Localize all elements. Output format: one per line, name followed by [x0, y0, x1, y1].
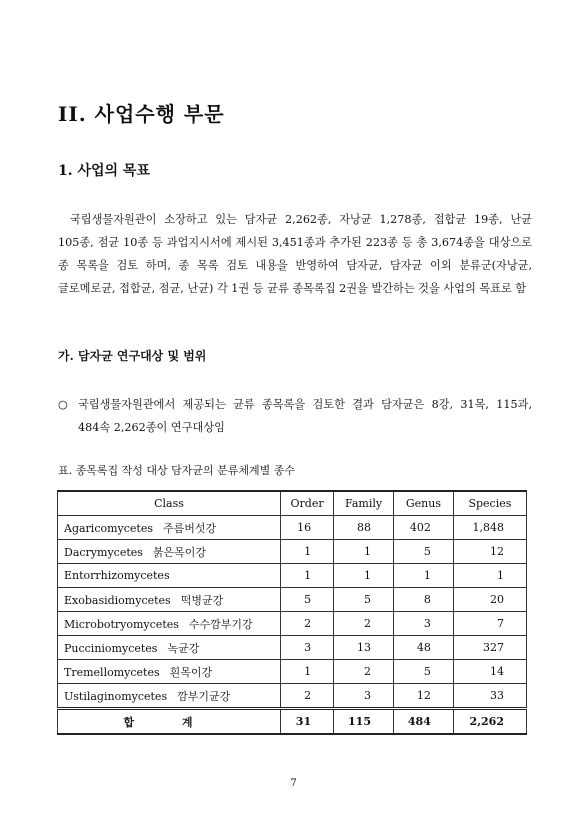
genus-cell: 5	[393, 660, 453, 684]
table-row	[58, 612, 527, 636]
class-name-cell	[58, 636, 281, 660]
order-cell: 2	[281, 684, 334, 709]
class-name-cell	[58, 516, 281, 540]
body-paragraph: 국립생물자원관이 소장하고 있는 담자균 2,262종, 자낭균 1,278종, 접합균 19종, 난균 105종, 점균 10종 등 과업지시서에 제시된 3,451종과 추가된 223종 등 총 3,674종을 대상으로 종 목록을 검토 하며, 종 목록 검토 내용을 반영하여 담자균, 담자균 이외 분류군(자낭균, 글로메로균, 접합균, 점균, 난균) 각 1권 등 균류 종목록집 2권을 발간하는 것을 사업의 목표로 함	[58, 213, 532, 295]
class-korean-name: 주름버섯강	[163, 521, 217, 535]
table-row	[58, 564, 527, 588]
class-latin-name: Agaricomycetes	[64, 521, 153, 535]
header-genus: Genus	[393, 491, 453, 516]
class-name-cell	[58, 564, 281, 588]
total-species: 2,262	[453, 709, 526, 735]
order-cell: 2	[281, 612, 334, 636]
genus-cell: 3	[393, 612, 453, 636]
species-cell: 1	[453, 564, 526, 588]
bullet-item	[58, 393, 532, 439]
circle-bullet-icon: ○	[58, 398, 68, 411]
classification-table	[57, 490, 527, 735]
species-cell: 33	[453, 684, 526, 709]
bullet-text: 국립생물자원관에서 제공되는 균류 종목록을 검토한 결과 담자균은 8강, 31목, 115과, 484속 2,262종이 연구대상임	[78, 398, 532, 434]
family-cell: 2	[334, 612, 394, 636]
class-korean-name: 깜부기균강	[177, 689, 231, 703]
class-korean-name: 떡병균강	[180, 593, 224, 607]
table-row	[58, 660, 527, 684]
total-order: 31	[281, 709, 334, 735]
section-title: 1. 사업의 목표	[58, 163, 150, 179]
header-order: Order	[281, 491, 334, 516]
chapter-title: II. 사업수행 부문	[58, 102, 225, 126]
family-cell: 88	[334, 516, 394, 540]
species-cell: 14	[453, 660, 526, 684]
class-korean-name: 붉은목이강	[152, 545, 207, 559]
family-cell: 1	[334, 540, 394, 564]
class-korean-name: 흰목이강	[169, 665, 213, 679]
genus-cell: 1	[393, 564, 453, 588]
table-body	[58, 516, 527, 709]
class-korean-name: 녹균강	[167, 641, 200, 655]
class-name-cell	[58, 588, 281, 612]
genus-cell: 12	[393, 684, 453, 709]
species-cell: 327	[453, 636, 526, 660]
species-cell: 20	[453, 588, 526, 612]
header-family: Family	[334, 491, 394, 516]
order-cell: 3	[281, 636, 334, 660]
genus-cell: 5	[393, 540, 453, 564]
order-cell: 5	[281, 588, 334, 612]
total-label: 합 계	[58, 709, 281, 735]
table-row	[58, 516, 527, 540]
class-latin-name: Ustilaginomycetes	[64, 689, 168, 703]
class-name-cell	[58, 684, 281, 709]
species-cell: 12	[453, 540, 526, 564]
total-family: 115	[334, 709, 394, 735]
table-row	[58, 684, 527, 709]
class-latin-name: Exobasidiomycetes	[64, 593, 171, 607]
table-row	[58, 636, 527, 660]
table-row	[58, 588, 527, 612]
table-header-row	[58, 491, 527, 516]
family-cell: 13	[334, 636, 394, 660]
class-korean-name: 수수깜부기강	[188, 617, 253, 631]
genus-cell: 48	[393, 636, 453, 660]
species-cell: 1,848	[453, 516, 526, 540]
family-cell: 1	[334, 564, 394, 588]
total-genus: 484	[393, 709, 453, 735]
table-row	[58, 540, 527, 564]
genus-cell: 402	[393, 516, 453, 540]
family-cell: 5	[334, 588, 394, 612]
species-cell: 7	[453, 612, 526, 636]
class-name-cell	[58, 540, 281, 564]
order-cell: 1	[281, 564, 334, 588]
class-latin-name: Pucciniomycetes	[64, 641, 158, 655]
order-cell: 1	[281, 540, 334, 564]
table-total-row	[58, 709, 527, 735]
genus-cell: 8	[393, 588, 453, 612]
page-number: 7	[290, 778, 297, 789]
header-class: Class	[58, 491, 281, 516]
header-species: Species	[453, 491, 526, 516]
class-latin-name: Entorrhizomycetes	[64, 569, 170, 582]
class-latin-name: Microbotryomycetes	[64, 617, 179, 631]
class-name-cell	[58, 612, 281, 636]
family-cell: 2	[334, 660, 394, 684]
order-cell: 16	[281, 516, 334, 540]
table-caption: 표. 종목록집 작성 대상 담자균의 분류체계별 종수	[58, 464, 295, 477]
class-latin-name: Dacrymycetes	[64, 545, 143, 559]
subsection-title: 가. 담자균 연구대상 및 범위	[58, 349, 207, 363]
class-name-cell	[58, 660, 281, 684]
family-cell: 3	[334, 684, 394, 709]
class-latin-name: Tremellomycetes	[64, 665, 160, 679]
order-cell: 1	[281, 660, 334, 684]
